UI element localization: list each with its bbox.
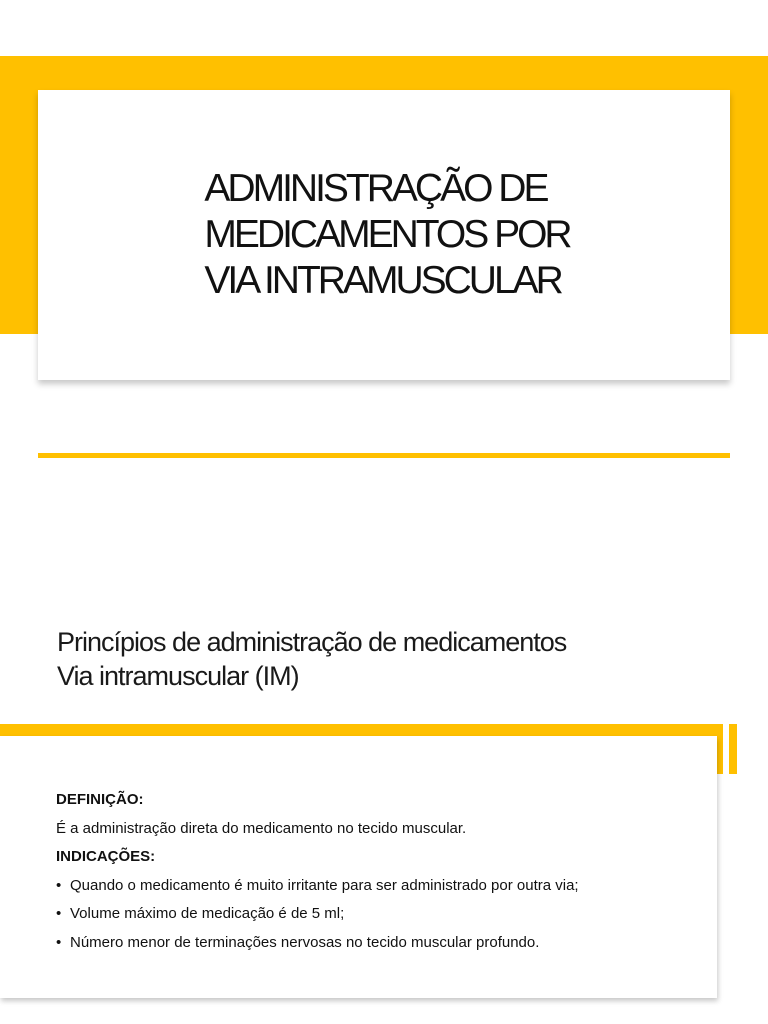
list-item — [56, 872, 579, 901]
slide-title — [198, 166, 569, 304]
yellow-divider-rule — [38, 453, 730, 458]
title-line-1: ADMINISTRAÇÃO DE — [204, 167, 547, 210]
slide-subtitle — [57, 625, 566, 693]
yellow-accent-bar-left — [717, 724, 723, 774]
definition-heading: DEFINIÇÃO: — [56, 791, 144, 808]
subtitle-line-1: Princípios de administração de medicamentos — [57, 627, 567, 657]
content-card — [0, 736, 717, 998]
indications-list — [56, 872, 579, 958]
list-item — [56, 929, 579, 958]
bullet-icon: • — [56, 876, 62, 894]
indications-heading: INDICAÇÕES: — [56, 848, 156, 865]
bullet-icon: • — [56, 933, 62, 951]
list-item — [56, 900, 579, 929]
yellow-content-band — [0, 724, 722, 736]
list-item-text: Número menor de terminações nervosas no tecido muscular profundo. — [70, 933, 540, 951]
yellow-accent-bar-right — [729, 724, 737, 774]
title-line-2: MEDICAMENTOS POR — [204, 213, 570, 256]
list-item-text: Quando o medicamento é muito irritante para ser administrado por outra via; — [70, 876, 579, 894]
content-body — [56, 786, 579, 957]
title-line-3: VIA INTRAMUSCULAR — [204, 259, 561, 302]
bullet-icon: • — [56, 905, 62, 922]
subtitle-line-2: Via intramuscular (IM) — [57, 661, 299, 691]
definition-text: É a administração direta do medicamento no tecido muscular. — [56, 819, 467, 837]
list-item-text: Volume máximo de medicação é de 5 ml; — [70, 905, 345, 922]
title-card — [38, 90, 730, 380]
